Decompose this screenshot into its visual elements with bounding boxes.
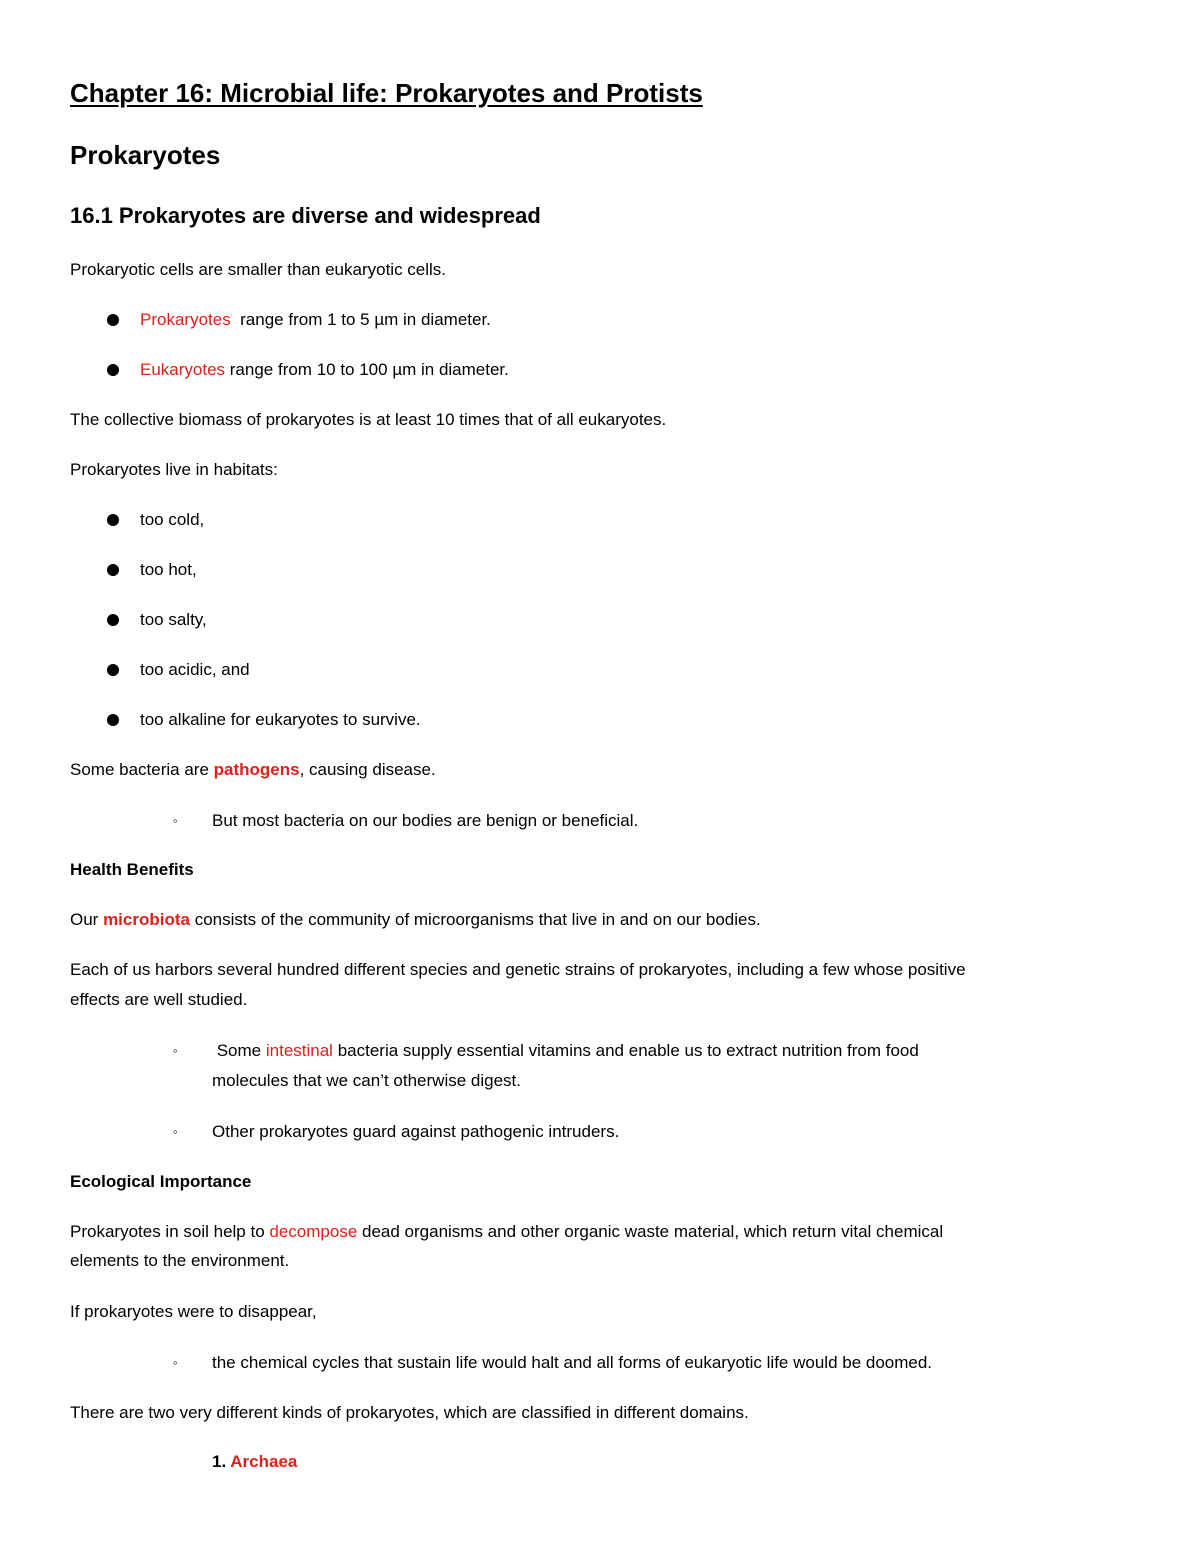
sub-bullet-icon: ◦ bbox=[173, 1124, 178, 1139]
bullet-dot-icon bbox=[107, 614, 119, 626]
sub-bullet-intestinal-line2: molecules that we can’t otherwise digest. bbox=[212, 1071, 521, 1090]
bullet-eukaryotes: Eukaryotes range from 10 to 100 µm in diameter. bbox=[140, 360, 509, 379]
heading-health-benefits: Health Benefits bbox=[70, 860, 194, 879]
paragraph-microbiota: Our microbiota consists of the community of microorganisms that live in and on our bodies. bbox=[70, 910, 761, 929]
subsection-heading: 16.1 Prokaryotes are diverse and widespread bbox=[70, 203, 541, 228]
chapter-title: Chapter 16: Microbial life: Prokaryotes and Protists bbox=[70, 78, 703, 108]
paragraph-disappear: If prokaryotes were to disappear, bbox=[70, 1302, 317, 1321]
term-prokaryotes: Prokaryotes bbox=[140, 310, 231, 329]
paragraph-habitats: Prokaryotes live in habitats: bbox=[70, 460, 278, 479]
bullet-dot-icon bbox=[107, 514, 119, 526]
sub-bullet-doomed: the chemical cycles that sustain life would halt and all forms of eukaryotic life would be doomed. bbox=[212, 1353, 933, 1372]
bullet-prokaryotes: Prokaryotes range from 1 to 5 µm in diameter. bbox=[140, 310, 491, 329]
sub-bullet-benign: But most bacteria on our bodies are benign or beneficial. bbox=[212, 811, 639, 830]
paragraph-biomass: The collective biomass of prokaryotes is at least 10 times that of all eukaryotes. bbox=[70, 410, 667, 429]
habitat-item: too cold, bbox=[140, 510, 205, 529]
bullet-dot-icon bbox=[107, 664, 119, 676]
paragraph-harbors-line2: effects are well studied. bbox=[70, 990, 248, 1009]
habitat-item: too salty, bbox=[140, 610, 207, 629]
term-intestinal: intestinal bbox=[265, 1041, 333, 1060]
sub-bullet-icon: ◦ bbox=[173, 1043, 178, 1058]
paragraph-decompose: Prokaryotes in soil help to decompose dead organisms and other organic waste material, which return vital chemical bbox=[70, 1222, 944, 1241]
sub-bullet-icon: ◦ bbox=[173, 813, 178, 828]
term-eukaryotes: Eukaryotes bbox=[140, 360, 226, 379]
habitat-item: too acidic, and bbox=[140, 660, 250, 679]
habitat-item: too hot, bbox=[140, 560, 197, 579]
bullet-dot-icon bbox=[107, 564, 119, 576]
section-heading: Prokaryotes bbox=[70, 140, 221, 170]
habitat-item: too alkaline for eukaryotes to survive. bbox=[140, 710, 421, 729]
paragraph-two-kinds: There are two very different kinds of prokaryotes, which are classified in different domains. bbox=[70, 1403, 749, 1422]
bullet-dot-icon bbox=[107, 364, 119, 376]
paragraph-pathogens: Some bacteria are pathogens, causing disease. bbox=[70, 760, 436, 779]
paragraph-decompose-line2: elements to the environment. bbox=[70, 1251, 290, 1270]
sub-bullet-icon: ◦ bbox=[173, 1355, 178, 1370]
heading-ecological-importance: Ecological Importance bbox=[70, 1172, 252, 1191]
bullet-dot-icon bbox=[107, 714, 119, 726]
paragraph-harbors-line1: Each of us harbors several hundred different species and genetic strains of prokaryotes, including a few whose positive bbox=[70, 960, 966, 979]
sub-bullet-guard: Other prokaryotes guard against pathogenic intruders. bbox=[212, 1122, 620, 1141]
bullet-dot-icon bbox=[107, 314, 119, 326]
term-decompose: decompose bbox=[269, 1222, 358, 1241]
term-pathogens: pathogens bbox=[213, 760, 300, 779]
term-microbiota: microbiota bbox=[103, 910, 190, 929]
sub-bullet-intestinal: Some intestinal bacteria supply essential vitamins and enable us to extract nutrition from food bbox=[212, 1041, 919, 1060]
term-archaea: Archaea bbox=[230, 1452, 298, 1471]
list-item-archaea: 1. Archaea bbox=[212, 1452, 298, 1471]
paragraph-size: Prokaryotic cells are smaller than eukaryotic cells. bbox=[70, 260, 447, 279]
